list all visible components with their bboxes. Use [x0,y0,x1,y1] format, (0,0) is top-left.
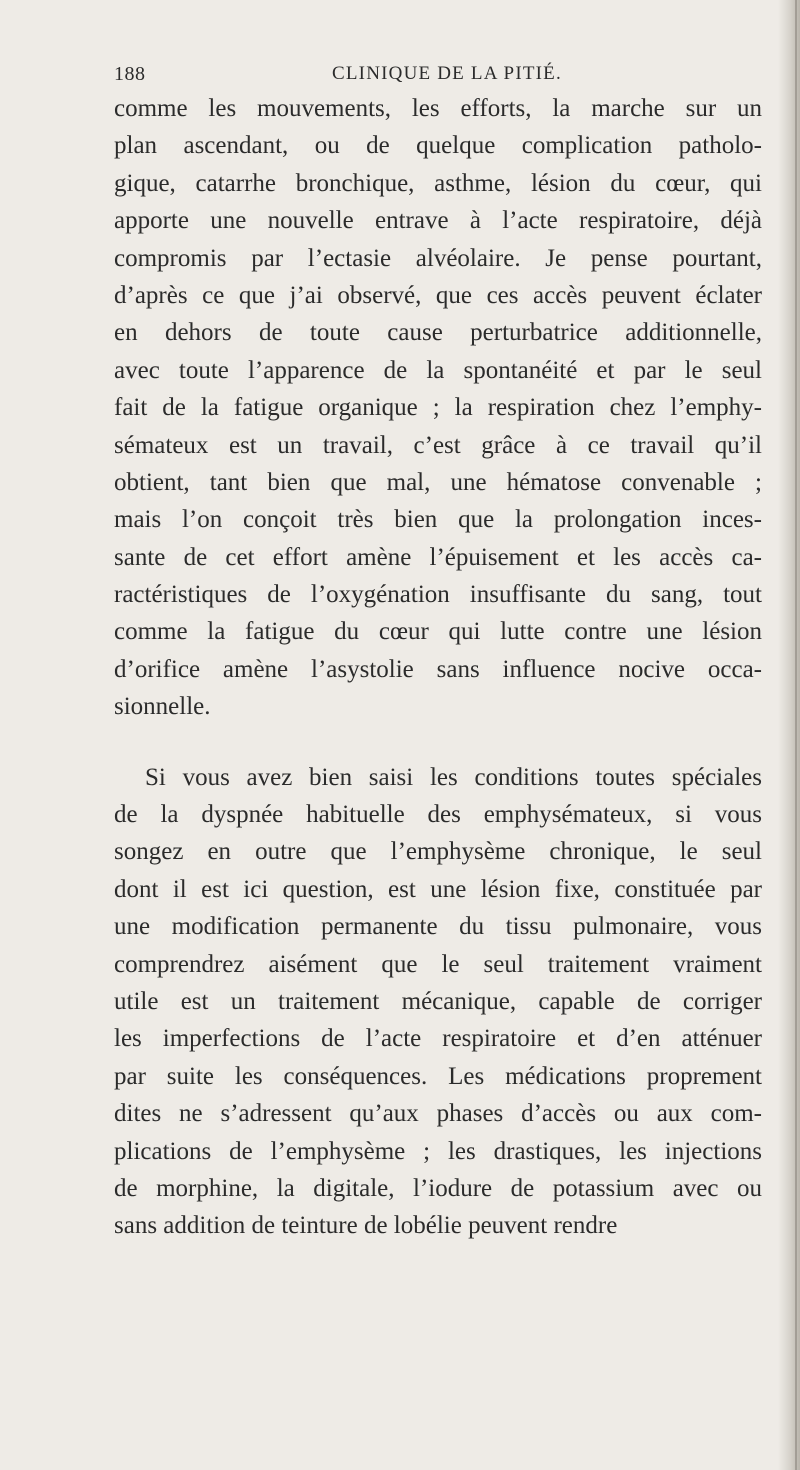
text-line: sionnelle. [114,693,211,721]
text-line: d’orifice amène l’asystolie sans influence nocive occa- [114,655,762,683]
text-line: une modification permanente du tissu pulmonaire, vous [114,913,762,941]
text-line: les imperfections de l’acte respiratoire et d’en atténuer [114,1025,762,1053]
body-text [114,90,762,1245]
text-line: de morphine, la digitale, l’iodure de potassium avec ou [114,1174,762,1202]
paragraph-gap [114,726,762,759]
text-line: compromis par l’ectasie alvéolaire. Je pense pourtant, [114,244,762,272]
text-line: comme les mouvements, les efforts, la marche sur un [114,95,762,122]
text-line: sans addition de teinture de lobélie peuvent rendre [114,1212,618,1240]
text-line: dont il est ici question, est une lésion fixe, constituée par [114,875,762,903]
page-edge-line [795,0,797,1470]
running-title: CLINIQUE DE LA PITIÉ. [332,63,562,84]
running-header [114,63,714,87]
text-line: en dehors de toute cause perturbatrice additionnelle, [114,319,762,347]
text-line: ractéristiques de l’oxygénation insuffisante du sang, tout [114,581,762,609]
text-line: par suite les conséquences. Les médications proprement [114,1062,762,1090]
text-line: songez en outre que l’emphysème chronique, le seul [114,838,762,866]
text-line: comme la fatigue du cœur qui lutte contre une lésion [114,618,762,646]
text-line: plications de l’emphysème ; les drastiques, les injections [114,1137,762,1165]
text-line: obtient, tant bien que mal, une hématose convenable ; [114,468,762,496]
text-line: Si vous avez bien saisi les conditions toutes spéciales [145,763,762,791]
text-line: gique, catarrhe bronchique, asthme, lésion du cœur, qui [114,169,762,197]
text-line: comprendrez aisément que le seul traitement vraiment [114,950,762,978]
text-line: dites ne s’adressent qu’aux phases d’accès ou aux com- [114,1100,762,1128]
text-line: utile est un traitement mécanique, capable de corriger [114,987,762,1015]
text-line: apporte une nouvelle entrave à l’acte respiratoire, déjà [114,207,762,235]
text-line: mais l’on conçoit très bien que la prolongation inces- [114,506,762,534]
page-number: 188 [114,63,146,85]
paragraph [114,759,762,1245]
text-line: fait de la fatigue organique ; la respiration chez l’emphy- [114,394,762,422]
text-line: sémateux est un travail, c’est grâce à ce travail qu’il [114,431,762,459]
text-line: avec toute l’apparence de la spontanéité et par le seul [114,356,762,384]
text-line: sante de cet effort amène l’épuisement et les accès ca- [114,543,762,571]
text-line: plan ascendant, ou de quelque complication patholo- [114,132,762,160]
paragraph [114,90,762,726]
text-line: de la dyspnée habituelle des emphysémateux, si vous [114,801,762,829]
paragraph-container [114,90,762,1245]
text-line: d’après ce que j’ai observé, que ces accès peuvent éclater [114,281,762,309]
